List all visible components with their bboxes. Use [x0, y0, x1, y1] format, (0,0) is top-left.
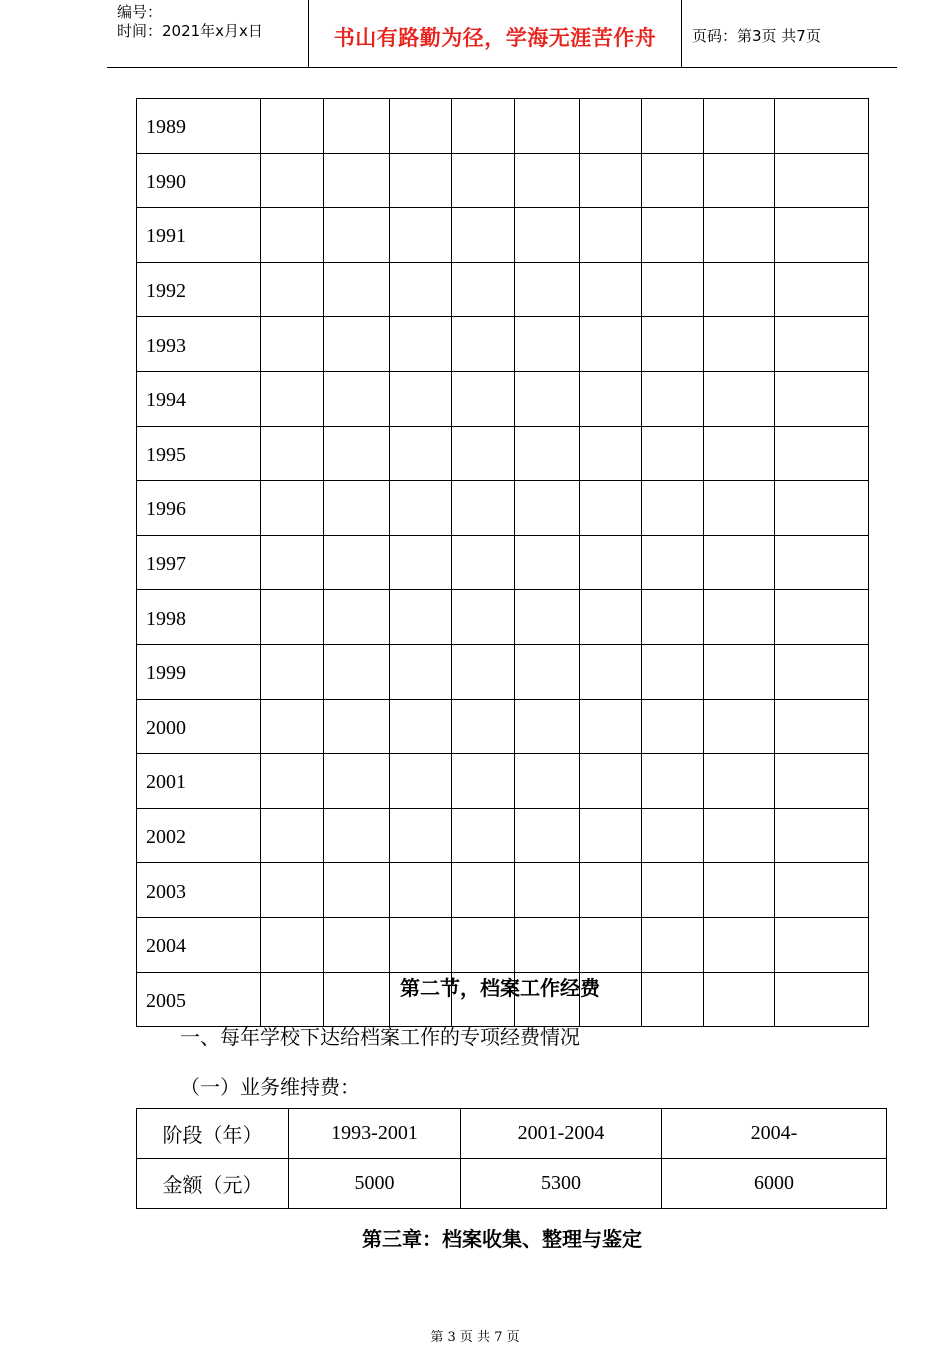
- empty-cell: [324, 535, 390, 590]
- empty-cell: [515, 208, 580, 263]
- empty-cell: [704, 754, 775, 809]
- empty-cell: [390, 208, 452, 263]
- year-cell: 2001: [137, 754, 261, 809]
- empty-cell: [261, 426, 324, 481]
- year-cell: 1989: [137, 99, 261, 154]
- empty-cell: [452, 590, 515, 645]
- empty-cell: [390, 262, 452, 317]
- empty-cell: [390, 153, 452, 208]
- year-cell: 1990: [137, 153, 261, 208]
- header-page-cell: [682, 0, 897, 67]
- empty-cell: [580, 808, 642, 863]
- empty-cell: [642, 863, 704, 918]
- empty-cell: [515, 481, 580, 536]
- empty-cell: [261, 99, 324, 154]
- table-row: [137, 426, 869, 481]
- empty-cell: [390, 699, 452, 754]
- empty-cell: [775, 371, 869, 426]
- year-cell: 1995: [137, 426, 261, 481]
- header-time-label: 时间：2021年x月x日: [117, 22, 263, 40]
- table-row: [137, 208, 869, 263]
- table-row: [137, 917, 869, 972]
- empty-cell: [261, 590, 324, 645]
- empty-cell: [324, 371, 390, 426]
- empty-cell: [704, 317, 775, 372]
- empty-cell: [452, 208, 515, 263]
- fee-period-cell: 2004-: [662, 1109, 887, 1159]
- empty-cell: [261, 481, 324, 536]
- empty-cell: [390, 371, 452, 426]
- empty-cell: [580, 99, 642, 154]
- empty-cell: [580, 590, 642, 645]
- empty-cell: [452, 699, 515, 754]
- header-page-info: 页码：第3页 共7页: [692, 27, 821, 45]
- table-row: [137, 590, 869, 645]
- empty-cell: [452, 317, 515, 372]
- year-cell: 1992: [137, 262, 261, 317]
- empty-cell: [390, 317, 452, 372]
- year-cell: 2000: [137, 699, 261, 754]
- empty-cell: [704, 426, 775, 481]
- table-row: [137, 644, 869, 699]
- empty-cell: [580, 863, 642, 918]
- empty-cell: [515, 371, 580, 426]
- empty-cell: [580, 917, 642, 972]
- empty-cell: [642, 371, 704, 426]
- empty-cell: [261, 535, 324, 590]
- empty-cell: [704, 99, 775, 154]
- empty-cell: [324, 262, 390, 317]
- empty-cell: [775, 644, 869, 699]
- table-row: [137, 262, 869, 317]
- empty-cell: [515, 754, 580, 809]
- empty-cell: [642, 99, 704, 154]
- year-cell: 1997: [137, 535, 261, 590]
- empty-cell: [642, 208, 704, 263]
- year-cell: 1994: [137, 371, 261, 426]
- empty-cell: [452, 153, 515, 208]
- empty-cell: [704, 699, 775, 754]
- empty-cell: [390, 535, 452, 590]
- empty-cell: [515, 863, 580, 918]
- empty-cell: [775, 317, 869, 372]
- year-grid-body: [137, 99, 869, 1027]
- table-row: [137, 317, 869, 372]
- empty-cell: [452, 535, 515, 590]
- empty-cell: [775, 481, 869, 536]
- empty-cell: [515, 917, 580, 972]
- empty-cell: [324, 590, 390, 645]
- empty-cell: [642, 481, 704, 536]
- header-motto: 书山有路勤为径，学海无涯苦作舟: [333, 26, 657, 50]
- empty-cell: [452, 371, 515, 426]
- empty-cell: [775, 262, 869, 317]
- fee-amount-cell: 5300: [461, 1159, 662, 1209]
- paragraph-funding: 一、每年学校下达给档案工作的专项经费情况: [180, 1025, 580, 1049]
- empty-cell: [324, 99, 390, 154]
- table-row: [137, 153, 869, 208]
- empty-cell: [324, 644, 390, 699]
- year-cell: 2004: [137, 917, 261, 972]
- empty-cell: [261, 153, 324, 208]
- empty-cell: [515, 153, 580, 208]
- fee-period-label: 阶段（年）: [137, 1109, 289, 1159]
- chapter-3-title: 第三章：档案收集、整理与鉴定: [362, 1227, 642, 1251]
- empty-cell: [452, 99, 515, 154]
- empty-cell: [704, 371, 775, 426]
- year-cell: 1998: [137, 590, 261, 645]
- empty-cell: [515, 317, 580, 372]
- empty-cell: [704, 644, 775, 699]
- header-number-label: 编号：: [117, 3, 163, 21]
- empty-cell: [324, 863, 390, 918]
- year-cell: 2005: [137, 972, 261, 1027]
- table-row: [137, 481, 869, 536]
- empty-cell: [452, 863, 515, 918]
- table-row: [137, 808, 869, 863]
- empty-cell: [704, 808, 775, 863]
- empty-cell: [324, 917, 390, 972]
- empty-cell: [452, 917, 515, 972]
- empty-cell: [390, 99, 452, 154]
- empty-cell: [580, 699, 642, 754]
- header-meta: [107, 0, 309, 67]
- fee-row-period: [137, 1109, 887, 1159]
- empty-cell: [261, 754, 324, 809]
- empty-cell: [704, 208, 775, 263]
- empty-cell: [261, 262, 324, 317]
- empty-cell: [775, 99, 869, 154]
- empty-cell: [261, 208, 324, 263]
- section-2-title: 第二节，档案工作经费: [400, 976, 600, 1000]
- empty-cell: [515, 99, 580, 154]
- year-cell: 1991: [137, 208, 261, 263]
- table-row: [137, 535, 869, 590]
- empty-cell: [704, 262, 775, 317]
- fee-amount-cell: 5000: [289, 1159, 461, 1209]
- fee-period-cell: 2001-2004: [461, 1109, 662, 1159]
- empty-cell: [261, 808, 324, 863]
- empty-cell: [324, 317, 390, 372]
- empty-cell: [324, 153, 390, 208]
- empty-cell: [642, 699, 704, 754]
- empty-cell: [324, 426, 390, 481]
- empty-cell: [515, 262, 580, 317]
- empty-cell: [261, 317, 324, 372]
- fee-period-cell: 1993-2001: [289, 1109, 461, 1159]
- empty-cell: [452, 481, 515, 536]
- empty-cell: [390, 754, 452, 809]
- empty-cell: [642, 426, 704, 481]
- empty-cell: [390, 426, 452, 481]
- empty-cell: [775, 754, 869, 809]
- empty-cell: [775, 426, 869, 481]
- empty-cell: [704, 917, 775, 972]
- empty-cell: [642, 644, 704, 699]
- empty-cell: [452, 754, 515, 809]
- year-cell: 2003: [137, 863, 261, 918]
- empty-cell: [580, 371, 642, 426]
- table-row: [137, 371, 869, 426]
- empty-cell: [775, 917, 869, 972]
- empty-cell: [390, 590, 452, 645]
- empty-cell: [642, 917, 704, 972]
- empty-cell: [452, 426, 515, 481]
- empty-cell: [642, 808, 704, 863]
- empty-cell: [324, 699, 390, 754]
- empty-cell: [775, 863, 869, 918]
- empty-cell: [515, 699, 580, 754]
- empty-cell: [261, 863, 324, 918]
- empty-cell: [775, 808, 869, 863]
- empty-cell: [390, 917, 452, 972]
- empty-cell: [704, 153, 775, 208]
- page-header: [107, 0, 897, 68]
- empty-cell: [261, 699, 324, 754]
- empty-cell: [775, 699, 869, 754]
- empty-cell: [580, 317, 642, 372]
- empty-cell: [580, 262, 642, 317]
- empty-cell: [775, 535, 869, 590]
- empty-cell: [515, 535, 580, 590]
- empty-cell: [580, 208, 642, 263]
- year-cell: 1999: [137, 644, 261, 699]
- paragraph-maintenance: （一）业务维持费：: [180, 1075, 360, 1099]
- empty-cell: [261, 917, 324, 972]
- empty-cell: [580, 754, 642, 809]
- year-cell: 2002: [137, 808, 261, 863]
- fee-amount-label: 金额（元）: [137, 1159, 289, 1209]
- empty-cell: [515, 590, 580, 645]
- fee-row-amount: [137, 1159, 887, 1209]
- year-cell: 1993: [137, 317, 261, 372]
- empty-cell: [580, 426, 642, 481]
- empty-cell: [452, 808, 515, 863]
- table-row: [137, 99, 869, 154]
- empty-cell: [704, 535, 775, 590]
- table-row: [137, 863, 869, 918]
- year-grid-table: [136, 98, 869, 1027]
- empty-cell: [580, 481, 642, 536]
- empty-cell: [390, 644, 452, 699]
- empty-cell: [515, 426, 580, 481]
- empty-cell: [390, 863, 452, 918]
- empty-cell: [704, 863, 775, 918]
- empty-cell: [261, 371, 324, 426]
- year-cell: 1996: [137, 481, 261, 536]
- fee-table: [136, 1108, 887, 1209]
- empty-cell: [704, 590, 775, 645]
- empty-cell: [324, 481, 390, 536]
- empty-cell: [642, 262, 704, 317]
- empty-cell: [261, 644, 324, 699]
- empty-cell: [775, 153, 869, 208]
- page-footer: 第 3 页 共 7 页: [430, 1330, 520, 1345]
- empty-cell: [580, 644, 642, 699]
- empty-cell: [515, 808, 580, 863]
- empty-cell: [452, 262, 515, 317]
- empty-cell: [324, 808, 390, 863]
- empty-cell: [642, 153, 704, 208]
- table-row: [137, 699, 869, 754]
- table-row: [137, 754, 869, 809]
- empty-cell: [580, 153, 642, 208]
- empty-cell: [642, 590, 704, 645]
- empty-cell: [324, 754, 390, 809]
- empty-cell: [642, 317, 704, 372]
- empty-cell: [642, 535, 704, 590]
- empty-cell: [390, 481, 452, 536]
- fee-amount-cell: 6000: [662, 1159, 887, 1209]
- header-motto-cell: [309, 0, 682, 67]
- empty-cell: [775, 590, 869, 645]
- empty-cell: [452, 644, 515, 699]
- empty-cell: [390, 808, 452, 863]
- empty-cell: [775, 208, 869, 263]
- empty-cell: [324, 208, 390, 263]
- empty-cell: [704, 481, 775, 536]
- empty-cell: [515, 644, 580, 699]
- empty-cell: [642, 754, 704, 809]
- empty-cell: [580, 535, 642, 590]
